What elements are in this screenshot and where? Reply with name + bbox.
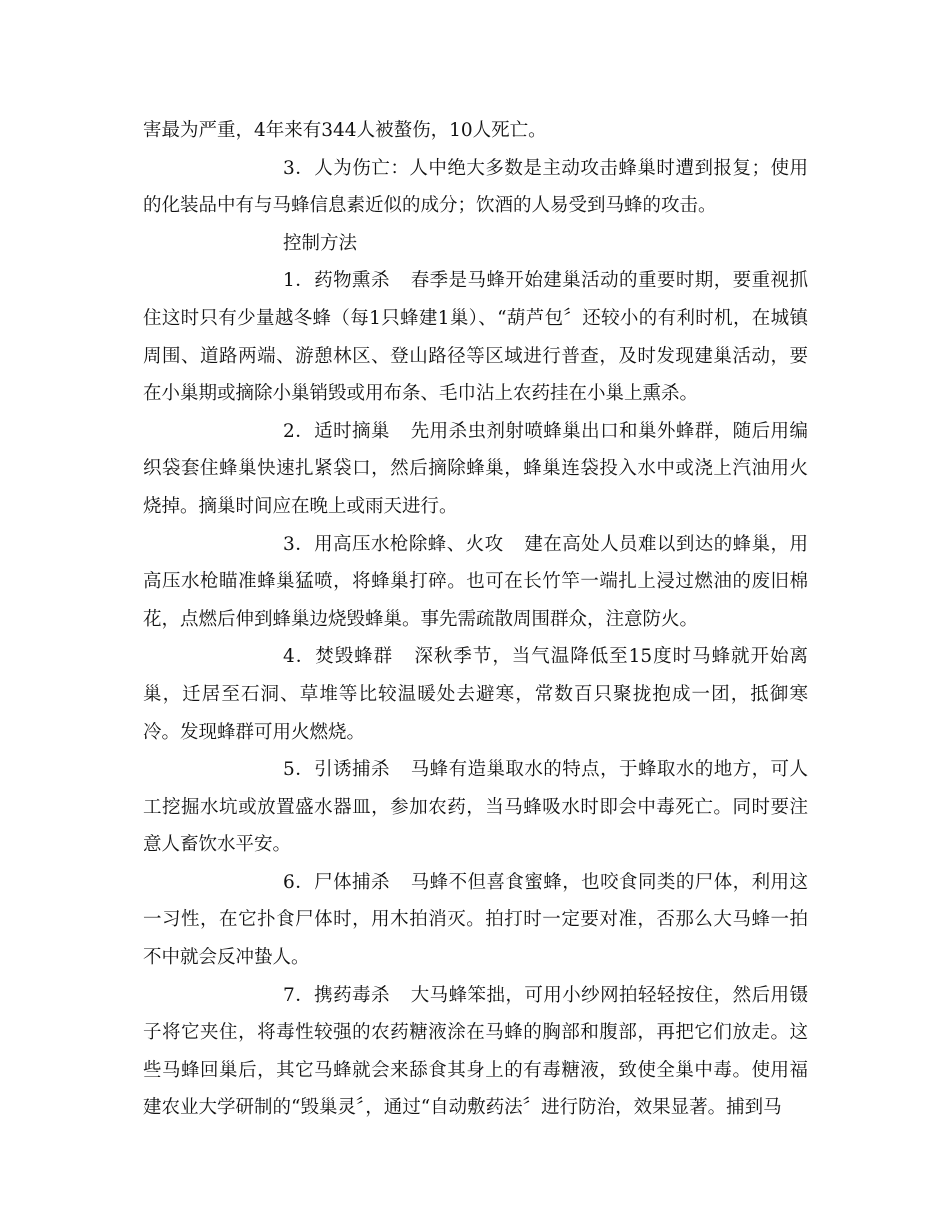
method-body: 春季是马蜂开始建巢活动的重要时期，要重视抓住这时只有少量越冬蜂（每1只蜂建1巢）、“葫芦包〞还较小的有利时机，在城镇周围、道路两端、游憩林区、登山路径等区域进行普查，及时发现建巢活动，要在小巢期或摘除小巢销毁或用布条、毛巾沾上农药挂在小巢上熏杀。 [143,270,808,405]
method-title: 携药毒杀 [314,984,390,1006]
method-number: 3． [283,533,315,555]
method-paragraph-3 [143,526,808,639]
method-body: 马蜂有造巢取水的特点，于蜂取水的地方，可人工挖掘水坑或放置盛水器皿，参加农药，当马蜂吸水时即会中毒死亡。同时要注意人畜饮水平安。 [143,759,808,856]
method-number: 6． [283,871,315,893]
method-title: 用高压水枪除蜂、火攻 [314,533,504,555]
method-title: 引诱捕杀 [314,759,390,781]
method-body: 先用杀虫剂射喷蜂巢出口和巢外蜂群，随后用编织袋套住蜂巢快速扎紧袋口，然后摘除蜂巢，蜂巢连袋投入水中或浇上汽油用火烧掉。摘巢时间应在晚上或雨天进行。 [143,420,808,517]
method-title: 适时摘巢 [314,420,390,442]
section-heading: 控制方法 [283,232,358,254]
method-number: 1． [283,270,315,292]
cause-paragraph: 3．人为伤亡：人中绝大多数是主动攻击蜂巢时遭到报复；使用的化装品中有与马蜂信息素近似的成分；饮酒的人易受到马蜂的攻击。 [143,157,808,217]
intro-paragraph: 害最为严重，4年来有344人被螯伤，10人死亡。 [143,120,547,141]
method-paragraph-2 [143,413,808,526]
method-paragraph-6 [143,864,808,977]
method-paragraph-4 [143,638,808,751]
method-title: 药物熏杀 [314,270,390,292]
method-number: 2． [283,420,315,442]
method-body: 建在高处人员难以到达的蜂巢，用高压水枪瞄准蜂巢猛喷，将蜂巢打碎。也可在长竹竿一端扎上浸过燃油的废旧棉花，点燃后伸到蜂巢边烧毁蜂巢。事先需疏散周围群众，注意防火。 [143,533,808,630]
method-number: 5． [283,759,315,781]
method-body: 马蜂不但喜食蜜蜂，也咬食同类的尸体，利用这一习性，在它扑食尸体时，用木拍消灭。拍打时一定要对准，否那么大马蜂一拍不中就会反冲蛰人。 [143,871,808,969]
method-title: 焚毁蜂群 [315,646,394,668]
method-number: 7． [283,984,315,1006]
method-paragraph-7 [143,977,808,1127]
method-title: 尸体捕杀 [314,871,390,893]
method-body: 大马蜂笨拙，可用小纱网拍轻轻按住，然后用镊子将它夹住，将毒性较强的农药糖液涂在马蜂的胸部和腹部，再把它们放走。这些马蜂回巢后，其它马蜂就会来舔食其身上的有毒糖液，致使全巢中毒。使用福建农业大学研制的“毁巢灵〞，通过“自动敷药法〞进行防治，效果显著。捕到马 [143,984,808,1119]
method-body: 深秋季节，当气温降低至15度时马蜂就开始离巢，迁居至石洞、草堆等比较温暖处去避寒，常数百只聚拢抱成一团，抵御寒冷。发现蜂群可用火燃烧。 [143,646,808,743]
method-paragraph-5 [143,751,808,864]
method-number: 4． [283,646,316,668]
document-body [143,112,808,1127]
method-paragraph-1 [143,262,808,412]
